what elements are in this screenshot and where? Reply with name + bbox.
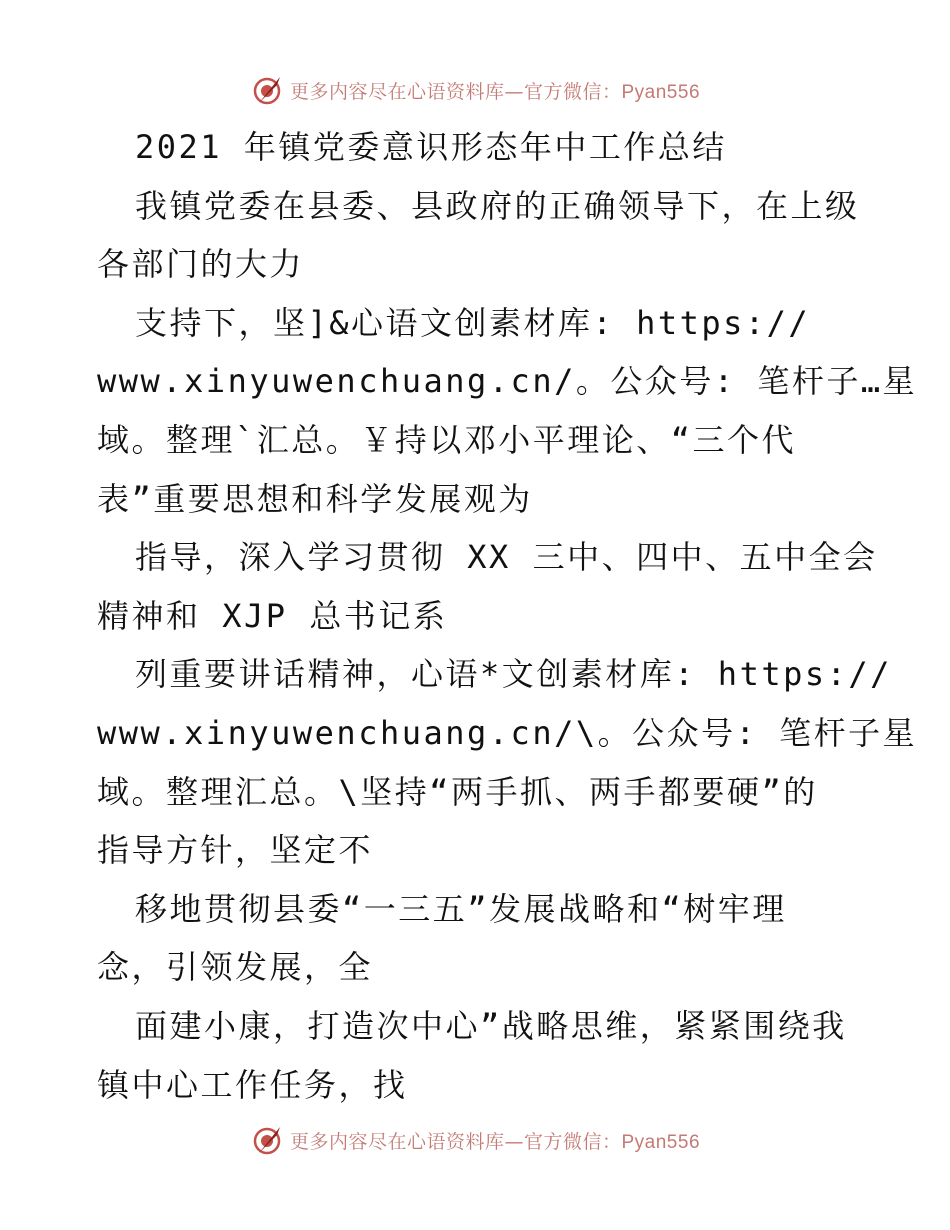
text-line: 精神和 XJP 总书记系 (97, 596, 448, 635)
header-watermark (0, 70, 950, 110)
document-title: 2021 年镇党委意识形态年中工作总结 (135, 128, 727, 166)
text-line: 支持下，坚]&心语文创素材库: https:// (135, 303, 811, 342)
text-line: 我镇党委在县委、县政府的正确领导下，在上级 (135, 186, 860, 225)
document-body (97, 118, 918, 1114)
text-line: 念，引领发展，全 (97, 948, 374, 987)
quill-seal-icon (250, 1123, 284, 1157)
text-line: 各部门的大力 (97, 245, 305, 284)
text-line: 域。整理汇总。\坚持“两手抓、两手都要硬”的 (97, 772, 818, 811)
text-line: 表”重要思想和科学发展观为 (97, 479, 533, 518)
text-line: 面建小康，打造次中心”战略思维，紧紧围绕我 (135, 1006, 847, 1045)
footer-watermark (0, 1120, 950, 1160)
text-line: 指导方针，坚定不 (97, 831, 374, 870)
text-line: www.xinyuwenchuang.cn/。公众号: 笔杆子…星 (97, 362, 918, 401)
text-line: 域。整理`汇总。￥持以邓小平理论、“三个代 (97, 420, 797, 459)
text-line: www.xinyuwenchuang.cn/\。公众号: 笔杆子星 (97, 713, 918, 752)
text-line: 移地贯彻县委“一三五”发展战略和“树牢理 (135, 889, 787, 928)
watermark-text: 更多内容尽在心语资料库—官方微信：Pyan556 (289, 80, 701, 103)
quill-seal-icon (250, 73, 284, 107)
watermark-text: 更多内容尽在心语资料库—官方微信：Pyan556 (289, 1130, 701, 1153)
text-line: 列重要讲话精神，心语*文创素材库: https:// (135, 655, 892, 694)
text-line: 镇中心工作任务，找 (97, 1065, 408, 1104)
text-line: 指导，深入学习贯彻 XX 三中、四中、五中全会 (135, 538, 878, 577)
